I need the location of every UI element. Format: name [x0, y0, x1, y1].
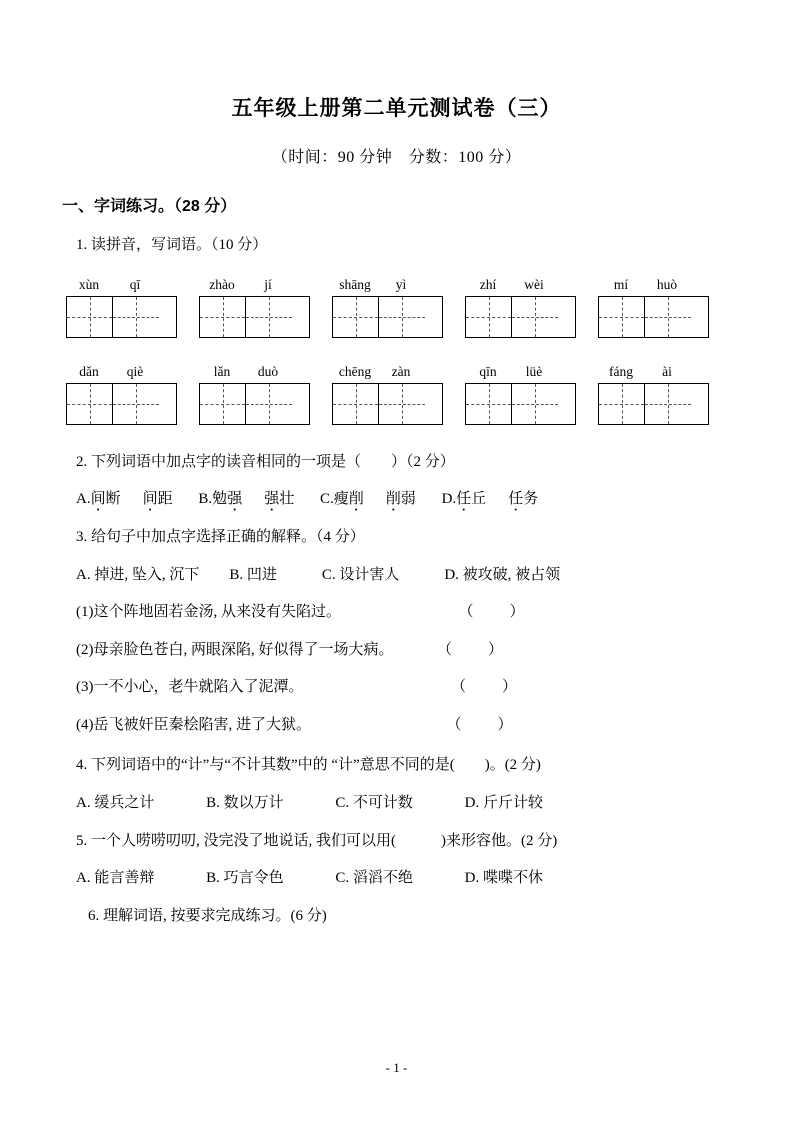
question-3-item: [62, 714, 731, 737]
pinyin-label: [199, 364, 310, 380]
writing-grid[interactable]: [332, 296, 443, 338]
question-1-text: 1. 读拼音，写词语。（10 分）: [76, 237, 268, 253]
question-4-text: 4. 下列词语中的“计”与“不计其数”中的 “计”意思不同的是( )。(2 分): [76, 757, 541, 773]
pinyin-grid-row-1: [62, 277, 731, 338]
dotted-char: 任: [456, 491, 472, 507]
question-3-text: 3. 给句子中加点字选择正确的解释。（4 分）: [76, 529, 365, 545]
dotted-char: 削: [385, 491, 401, 507]
pinyin-label: [332, 364, 443, 380]
pinyin-syllable: dǎn: [79, 363, 99, 379]
pinyin-syllable: yì: [395, 276, 407, 292]
pinyin-label: [465, 277, 576, 293]
question-2-options: [62, 487, 731, 508]
pinyin-syllable: shāng: [339, 276, 371, 292]
question-5-options: [62, 866, 731, 887]
pinyin-group: [465, 364, 576, 425]
pinyin-syllable: qī: [129, 276, 141, 292]
pinyin-group: [199, 277, 310, 338]
pinyin-group: [598, 364, 709, 425]
pinyin-label: [66, 364, 177, 380]
dotted-char: 间: [90, 491, 106, 507]
pinyin-syllable: zhào: [209, 276, 235, 292]
option-d[interactable]: D. 喋喋不休: [464, 870, 543, 886]
pinyin-group: [465, 277, 576, 338]
section-heading-1: 一、字词练习。（28 分）: [62, 198, 237, 215]
dotted-char: 削: [348, 491, 364, 507]
question-3-choices: A. 掉进, 坠入, 沉下 B. 凹进 C. 设计害人 D. 被攻破, 被占领: [76, 566, 561, 583]
pinyin-label: [332, 277, 443, 293]
question-5-text: 5. 一个人唠唠叨叨, 没完没了地说话, 我们可以用( )来形容他。(2 分): [76, 832, 558, 849]
pinyin-syllable: lǎn: [213, 363, 231, 379]
pinyin-syllable: duò: [257, 363, 279, 379]
pinyin-syllable: wèi: [524, 276, 544, 292]
question-3-item: [62, 676, 731, 699]
pinyin-syllable: qīn: [479, 363, 497, 379]
pinyin-syllable: mí: [613, 276, 629, 292]
option-b[interactable]: B. 巧言令色: [206, 870, 284, 886]
option-c[interactable]: C. 滔滔不绝: [335, 870, 413, 886]
pinyin-grid-row-2: [62, 364, 731, 425]
item-text: (3)一不小心，老牛就陷入了泥潭。: [76, 679, 304, 695]
dotted-char: 强: [227, 491, 243, 507]
pinyin-syllable: jí: [264, 276, 272, 292]
pinyin-group: [66, 364, 177, 425]
page-number: - 1 -: [385, 1060, 408, 1075]
pinyin-syllable: fáng: [609, 363, 633, 379]
dotted-char: 任: [508, 491, 524, 507]
option-d[interactable]: D.任丘 任务: [441, 491, 539, 507]
pinyin-label: [465, 364, 576, 380]
writing-grid[interactable]: [598, 296, 709, 338]
pinyin-syllable: xùn: [78, 276, 100, 292]
pinyin-label: [199, 277, 310, 293]
page-title: 五年级上册第二单元测试卷（三）: [231, 97, 562, 120]
pinyin-syllable: qiè: [126, 363, 144, 379]
pinyin-group: [66, 277, 177, 338]
pinyin-syllable: zhí: [479, 276, 497, 292]
pinyin-syllable: chēng: [338, 363, 372, 379]
pinyin-label: [66, 277, 177, 293]
item-text: (4)岳飞被奸臣秦桧陷害, 进了大狱。: [76, 716, 311, 733]
dotted-char: 强: [264, 491, 280, 507]
question-3-item: [62, 601, 731, 624]
option-b[interactable]: B.勉强 强壮: [198, 491, 295, 507]
option-b[interactable]: B. 数以万计: [206, 794, 284, 811]
pinyin-label: [598, 364, 709, 380]
pinyin-group: [598, 277, 709, 338]
answer-blank[interactable]: （ ）: [437, 641, 506, 658]
option-a[interactable]: A.间断 间距: [76, 491, 173, 507]
writing-grid[interactable]: [598, 383, 709, 425]
answer-blank[interactable]: （ ）: [451, 679, 520, 695]
pinyin-syllable: zàn: [391, 363, 411, 379]
pinyin-group: [332, 364, 443, 425]
writing-grid[interactable]: [465, 383, 576, 425]
writing-grid[interactable]: [199, 383, 310, 425]
pinyin-group: [199, 364, 310, 425]
writing-grid[interactable]: [465, 296, 576, 338]
option-a[interactable]: A. 能言善辩: [76, 870, 155, 886]
writing-grid[interactable]: [66, 296, 177, 338]
question-6-text: 6. 理解词语, 按要求完成练习。(6 分): [88, 908, 327, 924]
writing-grid[interactable]: [66, 383, 177, 425]
writing-grid[interactable]: [332, 383, 443, 425]
item-text: (2)母亲脸色苍白, 两眼深陷, 好似得了一场大病。: [76, 641, 394, 658]
writing-grid[interactable]: [199, 296, 310, 338]
option-c[interactable]: C. 不可计数: [335, 794, 413, 811]
option-a[interactable]: A. 缓兵之计: [76, 794, 155, 811]
question-3-item: [62, 639, 731, 662]
question-2-text: 2. 下列词语中加点字的读音相同的一项是（ ）（2 分）: [76, 453, 455, 470]
option-c[interactable]: C.瘦削 削弱: [319, 491, 416, 507]
pinyin-label: [598, 277, 709, 293]
pinyin-syllable: huò: [656, 276, 678, 292]
exam-meta: （时间：90 分钟 分数：100 分）: [271, 149, 522, 166]
answer-blank[interactable]: （ ）: [458, 604, 527, 620]
pinyin-syllable: ài: [662, 363, 672, 379]
pinyin-syllable: lüè: [525, 363, 543, 379]
item-text: (1)这个阵地固若金汤, 从来没有失陷过。: [76, 604, 341, 620]
dotted-char: 间: [142, 491, 158, 507]
pinyin-group: [332, 277, 443, 338]
answer-blank[interactable]: （ ）: [446, 716, 515, 733]
question-4-options: [62, 791, 731, 812]
option-d[interactable]: D. 斤斤计较: [464, 794, 543, 811]
